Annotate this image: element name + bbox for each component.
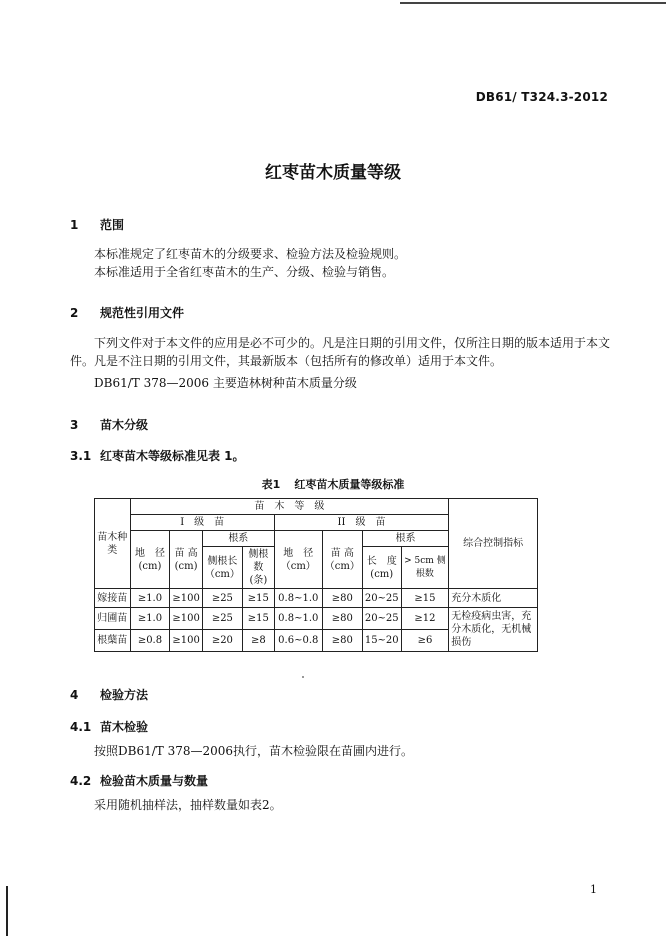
- section-1-body: [94, 245, 604, 281]
- header-grade-2: II 级 苗: [274, 515, 448, 531]
- header-g2-root: 根系: [362, 531, 448, 547]
- section-4-2-heading: 4.2 检验苗木质量与数量: [70, 774, 209, 788]
- table-row: 归圃苗 ≥1.0 ≥100 ≥25 ≥15 0.8~1.0 ≥80 20~25 ≥12 无检疫病虫害，充分木质化，无机械损伤: [95, 608, 538, 630]
- header-g1-height: 苗 高 (cm): [170, 531, 202, 589]
- header-g2-height: 苗 高 （cm）: [322, 531, 362, 589]
- header-g1-diameter: 地 径 (cm): [130, 531, 170, 589]
- section-4-1-heading: 4.1 苗木检验: [70, 720, 149, 734]
- section-3-1-heading: 3.1 红枣苗木等级标准见表 1。: [70, 449, 245, 463]
- standard-code: DB61/ T324.3-2012: [475, 90, 608, 104]
- section-2-heading: 2 规范性引用文件: [70, 306, 185, 320]
- scan-speck: [302, 676, 304, 678]
- header-grade-1: I 级 苗: [130, 515, 274, 531]
- header-g2-root-length: 长 度 (cm): [362, 547, 401, 589]
- binding-edge-mark: [6, 886, 8, 936]
- section-4-1-body: 按照DB61/T 378—2006执行，苗木检验限在苗圃内进行。: [94, 744, 414, 758]
- table-row: 根蘖苗 ≥0.8 ≥100 ≥20 ≥8 0.6~0.8 ≥80 15~20 ≥6: [95, 630, 538, 652]
- normative-reference: DB61/T 378—2006 主要造林树种苗木质量分级: [94, 376, 357, 390]
- section-1-heading: 1 范围: [70, 218, 125, 232]
- section-2-body: [70, 334, 610, 392]
- header-seedling-type: 苗木种类: [95, 499, 131, 589]
- header-g1-root: 根系: [202, 531, 274, 547]
- header-g1-root-length: 侧根长 （cm）: [202, 547, 242, 589]
- header-g1-root-count: 侧根数 (条): [242, 547, 274, 589]
- page-number: 1: [590, 883, 597, 896]
- header-g2-root-count: > 5cm 侧根数: [401, 547, 449, 589]
- scope-para-2: 本标准适用于全省红枣苗木的生产、分级、检验与销售。: [94, 265, 395, 279]
- seedling-grade-table: [94, 498, 538, 652]
- section-4-heading: 4 检验方法: [70, 688, 149, 702]
- section-3-heading: 3 苗木分级: [70, 418, 149, 432]
- header-grade: 苗 木 等 级: [130, 499, 449, 515]
- section-4-2-body: 采用随机抽样法，抽样数量如表2。: [94, 798, 282, 812]
- table-1-caption: 表1 红枣苗木质量等级标准: [261, 478, 405, 491]
- header-overall: 综合控制指标: [449, 499, 538, 589]
- scope-para-1: 本标准规定了红枣苗木的分级要求、检验方法及检验规则。: [94, 247, 407, 261]
- overall-merged-cell: 无检疫病虫害，充分木质化，无机械损伤: [449, 608, 538, 652]
- document-title: 红枣苗木质量等级: [265, 163, 401, 183]
- table-row: 嫁接苗 ≥1.0 ≥100 ≥25 ≥15 0.8~1.0 ≥80 20~25 ≥15 充分木质化: [95, 589, 538, 608]
- header-g2-diameter: 地 径 （cm）: [274, 531, 322, 589]
- top-edge-rule: [400, 2, 666, 4]
- normative-para-line-1: 下列文件对于本文件的应用是必不可少的。凡是注日期的引用文件，仅所注日期的版本适用于本文: [94, 336, 611, 350]
- normative-para-line-2: 件。凡是不注日期的引用文件，其最新版本（包括所有的修改单）适用于本文件。: [70, 354, 503, 368]
